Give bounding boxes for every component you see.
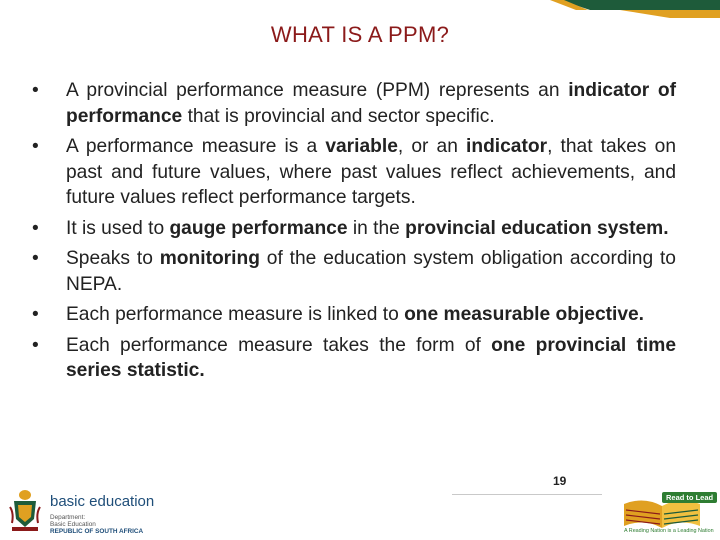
bullet-text: of the education system obligation according to NEPA. — [66, 248, 676, 295]
bullet-list — [32, 78, 676, 389]
coat-of-arms-icon — [8, 487, 42, 535]
read-to-lead-badge: Read to Lead — [662, 492, 717, 503]
bullet-item — [32, 78, 676, 129]
bullet-emphasis: indicator — [466, 136, 548, 157]
bullet-emphasis: gauge performance — [169, 217, 348, 239]
bullet-text: , that takes on past and future values, where past values reflect achievements, and future values reflect performance targets. — [66, 136, 677, 208]
bullet-emphasis: one provincial time series statistic. — [66, 334, 676, 381]
bullet-text: Speaks to — [66, 248, 160, 269]
dept-line-1: Department: — [50, 514, 86, 521]
bullet-emphasis: monitoring — [159, 248, 260, 269]
bullet-item — [32, 216, 676, 242]
bullet-item — [32, 246, 676, 297]
bullet-icon: • — [32, 217, 39, 239]
bullet-emphasis: indicator of performance — [66, 80, 677, 127]
bullet-text: that is provincial and sector specific. — [182, 105, 495, 127]
bullet-text: A provincial performance measure (PPM) represents an — [66, 80, 569, 101]
page-title: WHAT IS A PPM? — [270, 22, 450, 47]
bullet-item — [32, 134, 676, 211]
dept-line-3: REPUBLIC OF SOUTH AFRICA — [50, 528, 144, 536]
bullet-emphasis: variable — [325, 136, 398, 157]
bullet-icon: • — [32, 136, 39, 157]
bullet-icon: • — [32, 80, 39, 101]
department-logo — [8, 487, 208, 537]
bullet-icon: • — [32, 304, 39, 325]
bullet-item — [32, 333, 676, 384]
bullet-icon: • — [32, 248, 39, 269]
bullet-text: It is used to — [66, 217, 170, 239]
bullet-text: , or an — [397, 136, 467, 157]
bullet-item — [32, 302, 676, 328]
read-to-lead-tagline: A Reading Nation is a Leading Nation — [624, 528, 714, 534]
page-number: 19 — [553, 474, 567, 488]
footer-divider — [452, 494, 602, 495]
brand-name: basic education — [50, 493, 155, 510]
bullet-text: Each performance measure takes the form of — [66, 334, 492, 356]
bullet-emphasis: one measurable objective. — [404, 304, 645, 325]
bullet-icon: • — [32, 334, 39, 356]
bullet-text: in the — [347, 217, 406, 239]
department-text — [50, 514, 143, 536]
bullet-text: A performance measure is a — [66, 136, 326, 157]
bullet-emphasis: provincial education system. — [405, 217, 669, 239]
bullet-text: Each performance measure is linked to — [66, 304, 405, 325]
read-to-lead-logo — [604, 484, 718, 538]
dept-line-2: Basic Education — [50, 521, 96, 529]
